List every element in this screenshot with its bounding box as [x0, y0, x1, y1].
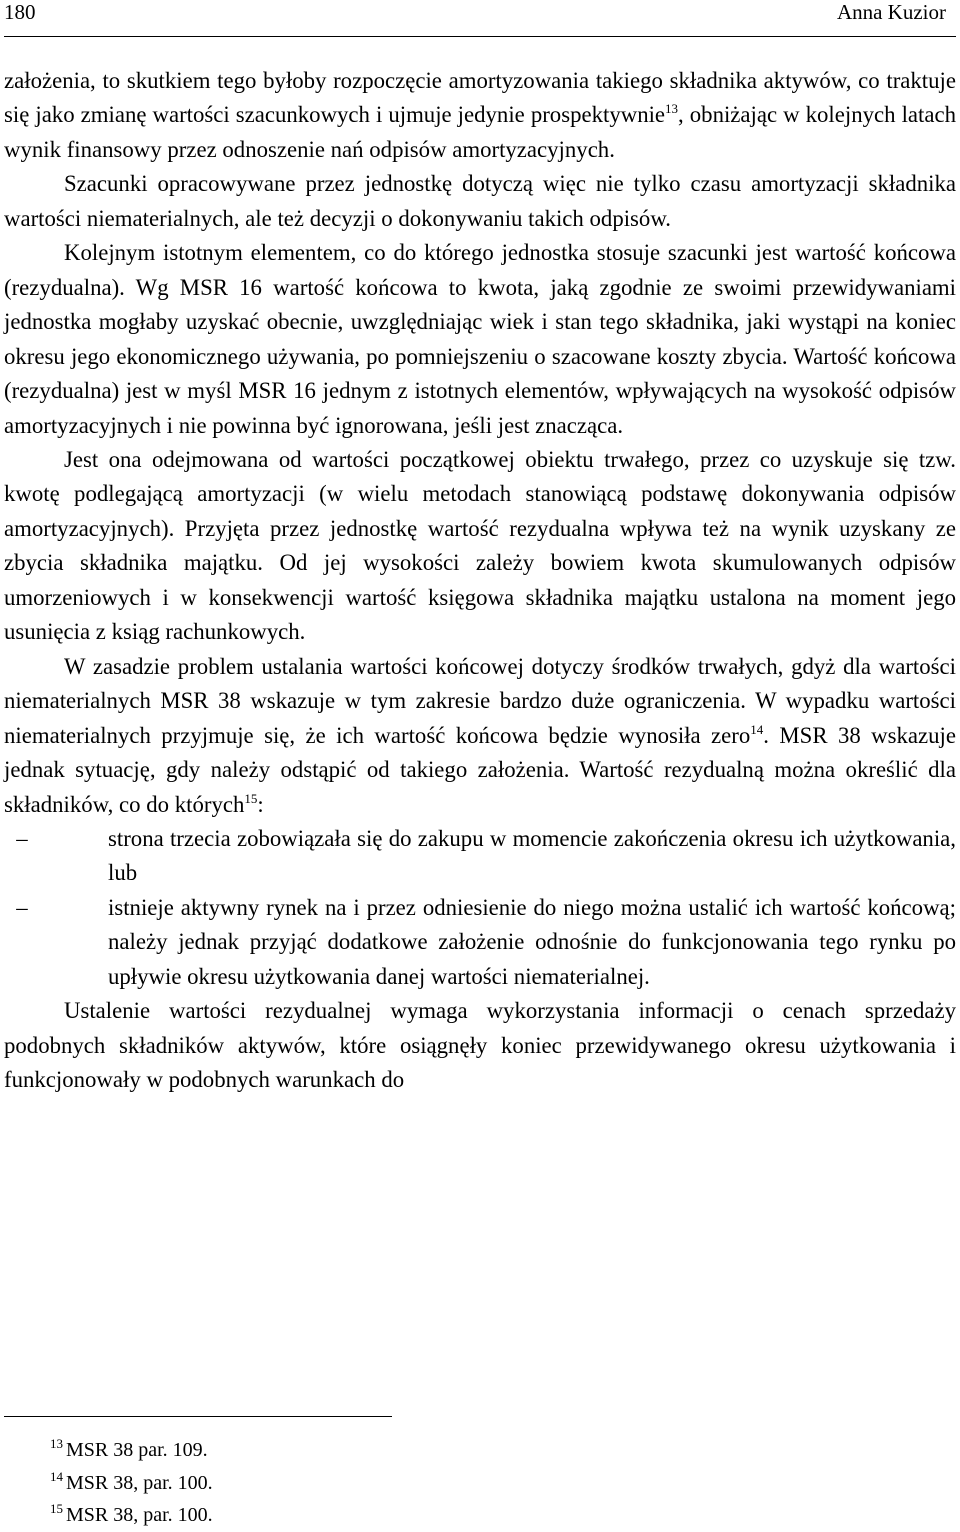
footnote-text: MSR 38, par. 100. — [66, 1471, 213, 1494]
dash-list — [4, 822, 956, 994]
paragraph: Kolejnym istotnym elementem, co do którego jednostka stosuje szacunki jest wartość końcowa (rezydualna). Wg MSR 16 wartość końcowa to kwota, jaką zgodnie ze swoimi przewidywaniami jednostka mogłaby uzyskać obecnie, uwzględniając wiek i stan tego składnika, jaki wystąpi na koniec okresu jego ekonomicznego używania, po pomniejszeniu o szacowane koszty zbycia. Wartość końcowa (rezydualna) jest w myśl MSR 16 jednym z istotnych elementów, wpływających na wysokość odpisów amortyzacyjnych i nie powinna być ignorowana, jeśli jest znacząca. — [4, 240, 956, 438]
paragraph: Ustalenie wartości rezydualnej wymaga wykorzystania informacji o cenach sprzedaży podobnych składników aktywów, które osiągnęły koniec przewidywanego okresu użytkowania i funkcjonowały w podobnych warunkach do — [4, 998, 956, 1093]
footnote-ref[interactable]: 13 — [665, 101, 679, 117]
footnote-separator — [4, 1416, 392, 1417]
footnotes — [50, 1434, 213, 1532]
dash-marker: – — [16, 894, 28, 920]
footnote-number: 15 — [50, 1501, 63, 1516]
dash-marker: – — [16, 825, 28, 851]
paragraph: Szacunki opracowywane przez jednostkę dotyczą więc nie tylko czasu amortyzacji składnika wartości niematerialnych, ale też decyzji o dokonywaniu takich odpisów. — [4, 171, 956, 231]
footnote-ref[interactable]: 15 — [244, 790, 258, 806]
body-text — [4, 64, 956, 1098]
footnote — [50, 1434, 213, 1467]
paragraph: W zasadzie problem ustalania wartości końcowej dotyczy środków trwałych, gdyż dla wartości niematerialnych MSR 38 wskazuje w tym zakresie bardzo duże ograniczenia. W wypadku wartości niematerialnych przyjmuje się, że ich wartość końcowa będzie wynosiła zero$^{14}$. MSR 38 wskazuje jednak sytuację, gdy należy odstąpić od takiego założenia. Wartość rezydualną można określić dla składników, co do których$^{15}$: — [4, 653, 956, 817]
footnote-text: MSR 38, par. 100. — [66, 1504, 213, 1526]
footnote-ref[interactable]: 14 — [750, 721, 764, 737]
running-head-author: Anna Kuzior — [836, 0, 946, 24]
list-item: – strona trzecia zobowiązała się do zakupu w momencie zakończenia okresu ich użytkowania, lub — [4, 822, 956, 891]
running-header — [4, 0, 956, 37]
footnote-number: 13 — [50, 1436, 63, 1451]
footnote — [50, 1467, 213, 1500]
footnote — [50, 1499, 213, 1532]
paragraph: Jest ona odejmowana od wartości początkowej obiektu trwałego, przez co uzyskuje się tzw. kwotę podlegającą amortyzacji (w wielu metodach stanowiącą podstawę dokonywania odpisów amortyzacyjnych). Przyjęta przez jednostkę wartość rezydualna wpływa też na wynik uzyskany ze zbycia składnika majątku. Od jej wysokości zależy bowiem kwota skumulowanych odpisów umorzeniowych i w konsekwencji wartość księgowa składnika majątku ustalona na moment jego usunięcia z ksiąg rachunkowych. — [4, 446, 956, 645]
list-item: – istnieje aktywny rynek na i przez odniesienie do niego można ustalić ich wartość końcową; należy jednak przyjąć dodatkowe założenie odnośnie do funkcjonowania tego rynku po upływie okresu użytkowania danej wartości niematerialnej. — [4, 891, 956, 994]
footnote-text: MSR 38 par. 109. — [66, 1439, 208, 1461]
footnote-number: 14 — [50, 1468, 63, 1484]
paragraph: założenia, to skutkiem tego byłoby rozpoczęcie amortyzowania takiego składnika aktywów, co traktuje się jako zmianę wartości szacunkowych i ujmuje jedynie prospektywnie$^{13}$, obniżając w kolejnych latach wynik finansowy przez odnoszenie nań odpisów amortyzacyjnych. — [4, 68, 956, 162]
page-number: 180 — [4, 0, 36, 24]
